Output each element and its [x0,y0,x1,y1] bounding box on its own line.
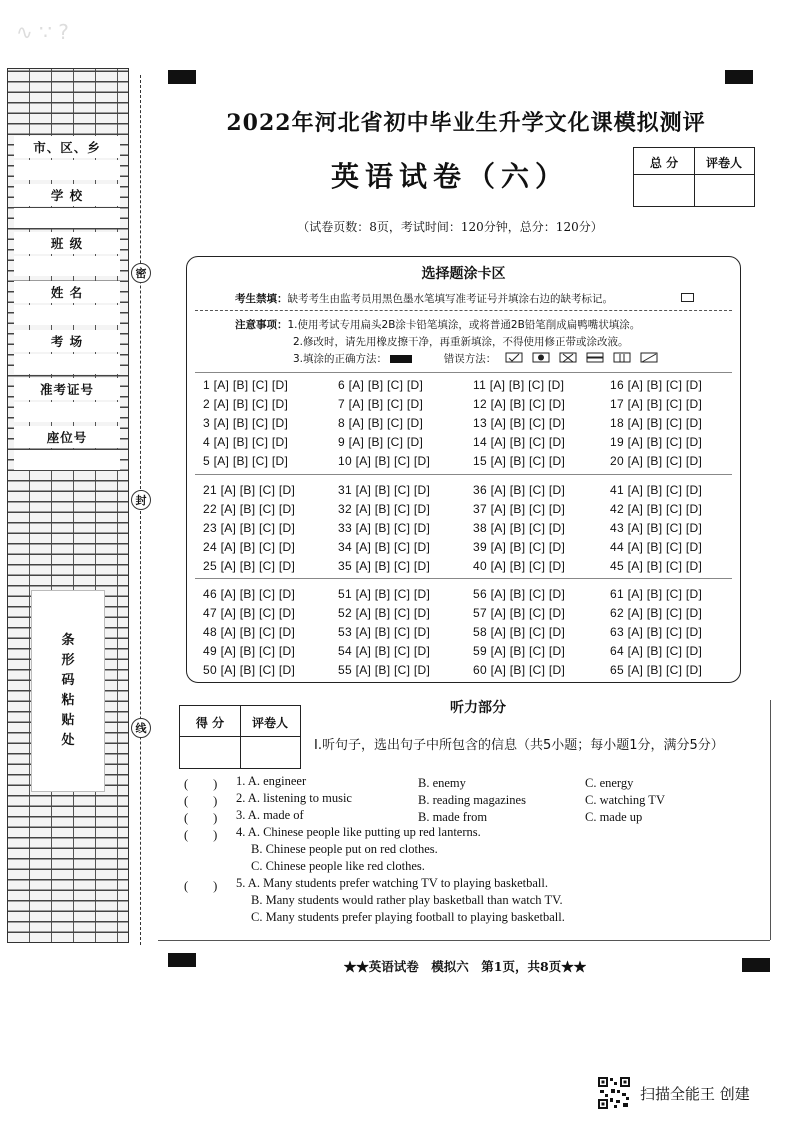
question-4-option-a: 4. A. Chinese people like putting up red lanterns. [236,825,481,839]
answer-bubble-row[interactable]: 25 [A] [B] [C] [D] [203,559,296,573]
answer-bubble-row[interactable]: 41 [A] [B] [C] [D] [610,483,703,497]
answer-paren[interactable]: ( ) [184,828,218,842]
barcode-area [31,590,105,792]
answer-bubble-row[interactable]: 35 [A] [B] [C] [D] [338,559,431,573]
answer-bubble-row[interactable]: 61 [A] [B] [C] [D] [610,587,703,601]
answer-bubble-row[interactable]: 38 [A] [B] [C] [D] [473,521,566,535]
question-1-option-a: 1. A. engineer [236,774,307,788]
answer-bubble-row[interactable]: 16 [A] [B] [C] [D] [610,378,703,392]
answer-bubble-row[interactable]: 23 [A] [B] [C] [D] [203,521,296,535]
answer-bubble-row[interactable]: 48 [A] [B] [C] [D] [203,625,296,639]
answer-bubble-row[interactable]: 8 [A] [B] [C] [D] [338,416,424,430]
registration-mark-top-left [168,70,196,84]
answer-bubble-row[interactable]: 50 [A] [B] [C] [D] [203,663,296,677]
answer-card [186,256,741,683]
question-2-option-c: C. watching TV [585,793,665,807]
qr-code-icon [597,1076,631,1110]
field-seat-number: 座位号 [14,426,120,448]
answer-bubble-row[interactable]: 11 [A] [B] [C] [D] [473,378,565,392]
answer-bubble-row[interactable]: 21 [A] [B] [C] [D] [203,483,296,497]
answer-bubble-row[interactable]: 32 [A] [B] [C] [D] [338,502,431,516]
answer-bubble-row[interactable]: 10 [A] [B] [C] [D] [338,454,431,468]
page-border-right [770,700,771,940]
answer-bubble-row[interactable]: 4 [A] [B] [C] [D] [203,435,289,449]
exam-info: （试卷页数：8页，考试时间：120分钟，总分：120分） [297,220,603,234]
barcode-char: 形 [61,653,75,668]
answer-bubble-row[interactable]: 6 [A] [B] [C] [D] [338,378,424,392]
answer-bubble-row[interactable]: 45 [A] [B] [C] [D] [610,559,703,573]
page-title: 2022年河北省初中毕业生升学文化课模拟测评 [226,110,706,136]
answer-bubble-row[interactable]: 15 [A] [B] [C] [D] [473,454,566,468]
answer-bubble-row[interactable]: 43 [A] [B] [C] [D] [610,521,703,535]
correct-fill-sample [390,355,412,363]
barcode-char: 贴 [61,713,75,728]
section-score-box [179,705,301,769]
answer-bubble-row[interactable]: 64 [A] [B] [C] [D] [610,644,703,658]
answer-bubble-row[interactable]: 13 [A] [B] [C] [D] [473,416,566,430]
answer-bubble-row[interactable]: 7 [A] [B] [C] [D] [338,397,424,411]
field-district: 市、区、乡 [14,136,120,158]
attention-text-1: 1.使用考试专用扁头2B涂卡铅笔填涂，或将普通2B铅笔削成扁鸭嘴状填涂。 [287,319,641,331]
field-name: 姓 名 [14,281,120,303]
page-border-bottom [158,940,770,941]
absent-mark-box[interactable] [681,293,694,302]
attention-line-2: 2.修改时，请先用橡皮擦干净，再重新填涂，不得使用修正带或涂改液。 [293,336,629,348]
question-5-option-c: C. Many students prefer playing football to playing basketball. [251,910,565,924]
answer-bubble-row[interactable]: 12 [A] [B] [C] [D] [473,397,566,411]
field-seat-number-blank[interactable] [14,450,120,470]
notice-line [235,291,613,306]
barcode-char: 码 [61,673,75,688]
answer-bubble-row[interactable]: 2 [A] [B] [C] [D] [203,397,289,411]
attention-line-3 [293,351,496,366]
question-3-option-c: C. made up [585,810,643,824]
group-divider [195,474,732,475]
correct-method-label: 3.填涂的正确方法： [293,353,388,365]
answer-bubble-row[interactable]: 47 [A] [B] [C] [D] [203,606,296,620]
notice-label: 考生禁填： [235,293,288,305]
field-class-blank[interactable] [14,256,120,276]
answer-bubble-row[interactable]: 5 [A] [B] [C] [D] [203,454,289,468]
answer-card-title: 选择题涂卡区 [421,266,506,282]
answer-bubble-row[interactable]: 36 [A] [B] [C] [D] [473,483,566,497]
answer-bubble-row[interactable]: 53 [A] [B] [C] [D] [338,625,431,639]
field-ticket-number: 准考证号 [14,378,120,400]
answer-paren[interactable]: ( ) [184,794,218,808]
answer-bubble-row[interactable]: 34 [A] [B] [C] [D] [338,540,431,554]
section-score-label: 得 分 [195,716,225,730]
barcode-char: 处 [61,733,75,748]
field-exam-room: 考 场 [14,330,120,352]
answer-bubble-row[interactable]: 58 [A] [B] [C] [D] [473,625,566,639]
answer-bubble-row[interactable]: 57 [A] [B] [C] [D] [473,606,566,620]
attention-line-1 [235,317,640,332]
attention-label: 注意事项： [235,319,288,331]
answer-bubble-row[interactable]: 40 [A] [B] [C] [D] [473,559,566,573]
answer-bubble-row[interactable]: 19 [A] [B] [C] [D] [610,435,703,449]
answer-bubble-row[interactable]: 54 [A] [B] [C] [D] [338,644,431,658]
wrong-method-samples [505,352,665,364]
field-name-blank[interactable] [14,305,120,325]
section-instruction: Ⅰ.听句子，选出句子中所包含的信息（共5小题；每小题1分，满分5分） [314,738,724,753]
field-class: 班 级 [14,232,120,254]
scanner-watermark: 扫描全能王 创建 [640,1085,750,1103]
group-divider [195,578,732,579]
answer-paren[interactable]: ( ) [184,777,218,791]
total-score-label: 总 分 [649,156,679,170]
registration-mark-bottom-right [742,958,770,972]
answer-bubble-row[interactable]: 63 [A] [B] [C] [D] [610,625,703,639]
answer-bubble-row[interactable]: 31 [A] [B] [C] [D] [338,483,431,497]
page-footer: ★★英语试卷 模拟六 第1页，共8页★★ [343,959,587,974]
grader-label: 评卷人 [705,156,742,170]
seal-mark-mi: 密 [131,263,151,283]
answer-bubble-row[interactable]: 46 [A] [B] [C] [D] [203,587,296,601]
listening-title: 听力部分 [450,700,506,716]
answer-bubble-row[interactable]: 17 [A] [B] [C] [D] [610,397,703,411]
answer-bubble-row[interactable]: 33 [A] [B] [C] [D] [338,521,431,535]
card-divider [195,310,732,311]
answer-bubble-row[interactable]: 20 [A] [B] [C] [D] [610,454,703,468]
field-exam-room-blank[interactable] [14,354,120,374]
answer-bubble-row[interactable]: 1 [A] [B] [C] [D] [203,378,289,392]
answer-bubble-row[interactable]: 14 [A] [B] [C] [D] [473,435,566,449]
answer-bubble-row[interactable]: 44 [A] [B] [C] [D] [610,540,703,554]
answer-bubble-row[interactable]: 49 [A] [B] [C] [D] [203,644,296,658]
total-score-box [633,147,755,207]
question-5-option-b: B. Many students would rather play basketball than watch TV. [251,893,563,907]
answer-bubble-row[interactable]: 55 [A] [B] [C] [D] [338,663,431,677]
notice-text: 缺考考生由监考员用黑色墨水笔填写准考证号并填涂右边的缺考标记。 [287,293,613,305]
answer-bubble-row[interactable]: 65 [A] [B] [C] [D] [610,663,703,677]
field-school-blank[interactable] [14,208,120,228]
answer-bubble-row[interactable]: 39 [A] [B] [C] [D] [473,540,566,554]
answer-paren[interactable]: ( ) [184,879,218,893]
section-grader-label: 评卷人 [251,716,288,730]
answer-bubble-row[interactable]: 59 [A] [B] [C] [D] [473,644,566,658]
question-1-option-c: C. energy [585,776,634,790]
answer-bubble-row[interactable]: 22 [A] [B] [C] [D] [203,502,296,516]
answer-bubble-row[interactable]: 56 [A] [B] [C] [D] [473,587,566,601]
paper-subtitle: 英语试卷（六） [330,160,569,193]
field-ticket-number-blank[interactable] [14,402,120,422]
question-4-option-c: C. Chinese people like red clothes. [251,859,425,873]
corner-stamp: ∿ ∵ ? [16,20,69,44]
barcode-char: 条 [61,633,75,648]
question-5-option-a: 5. A. Many students prefer watching TV to playing basketball. [236,876,548,890]
question-3-option-b: B. made from [418,810,488,824]
answer-bubble-row[interactable]: 42 [A] [B] [C] [D] [610,502,703,516]
barcode-char: 粘 [61,693,75,708]
question-4-option-b: B. Chinese people put on red clothes. [251,842,438,856]
registration-mark-top-right [725,70,753,84]
card-divider [195,372,732,373]
seal-mark-feng: 封 [131,490,151,510]
seal-dashed-line [140,75,141,945]
answer-paren[interactable]: ( ) [184,811,218,825]
answer-bubble-row[interactable]: 18 [A] [B] [C] [D] [610,416,703,430]
answer-bubble-row[interactable]: 62 [A] [B] [C] [D] [610,606,703,620]
answer-bubble-row[interactable]: 37 [A] [B] [C] [D] [473,502,566,516]
question-1-option-b: B. enemy [418,776,466,790]
question-3-option-a: 3. A. made of [236,808,304,822]
answer-bubble-row[interactable]: 9 [A] [B] [C] [D] [338,435,424,449]
answer-bubble-row[interactable]: 24 [A] [B] [C] [D] [203,540,296,554]
registration-mark-bottom-left [168,953,196,967]
question-2-option-b: B. reading magazines [418,793,526,807]
answer-bubble-row[interactable]: 52 [A] [B] [C] [D] [338,606,431,620]
field-school: 学 校 [14,184,120,206]
question-2-option-a: 2. A. listening to music [236,791,352,805]
seal-mark-xian: 线 [131,718,151,738]
wrong-method-label: 错误方法： [443,353,497,365]
field-district-blank[interactable] [14,160,120,180]
answer-bubble-row[interactable]: 60 [A] [B] [C] [D] [473,663,566,677]
answer-bubble-row[interactable]: 51 [A] [B] [C] [D] [338,587,431,601]
answer-bubble-row[interactable]: 3 [A] [B] [C] [D] [203,416,289,430]
